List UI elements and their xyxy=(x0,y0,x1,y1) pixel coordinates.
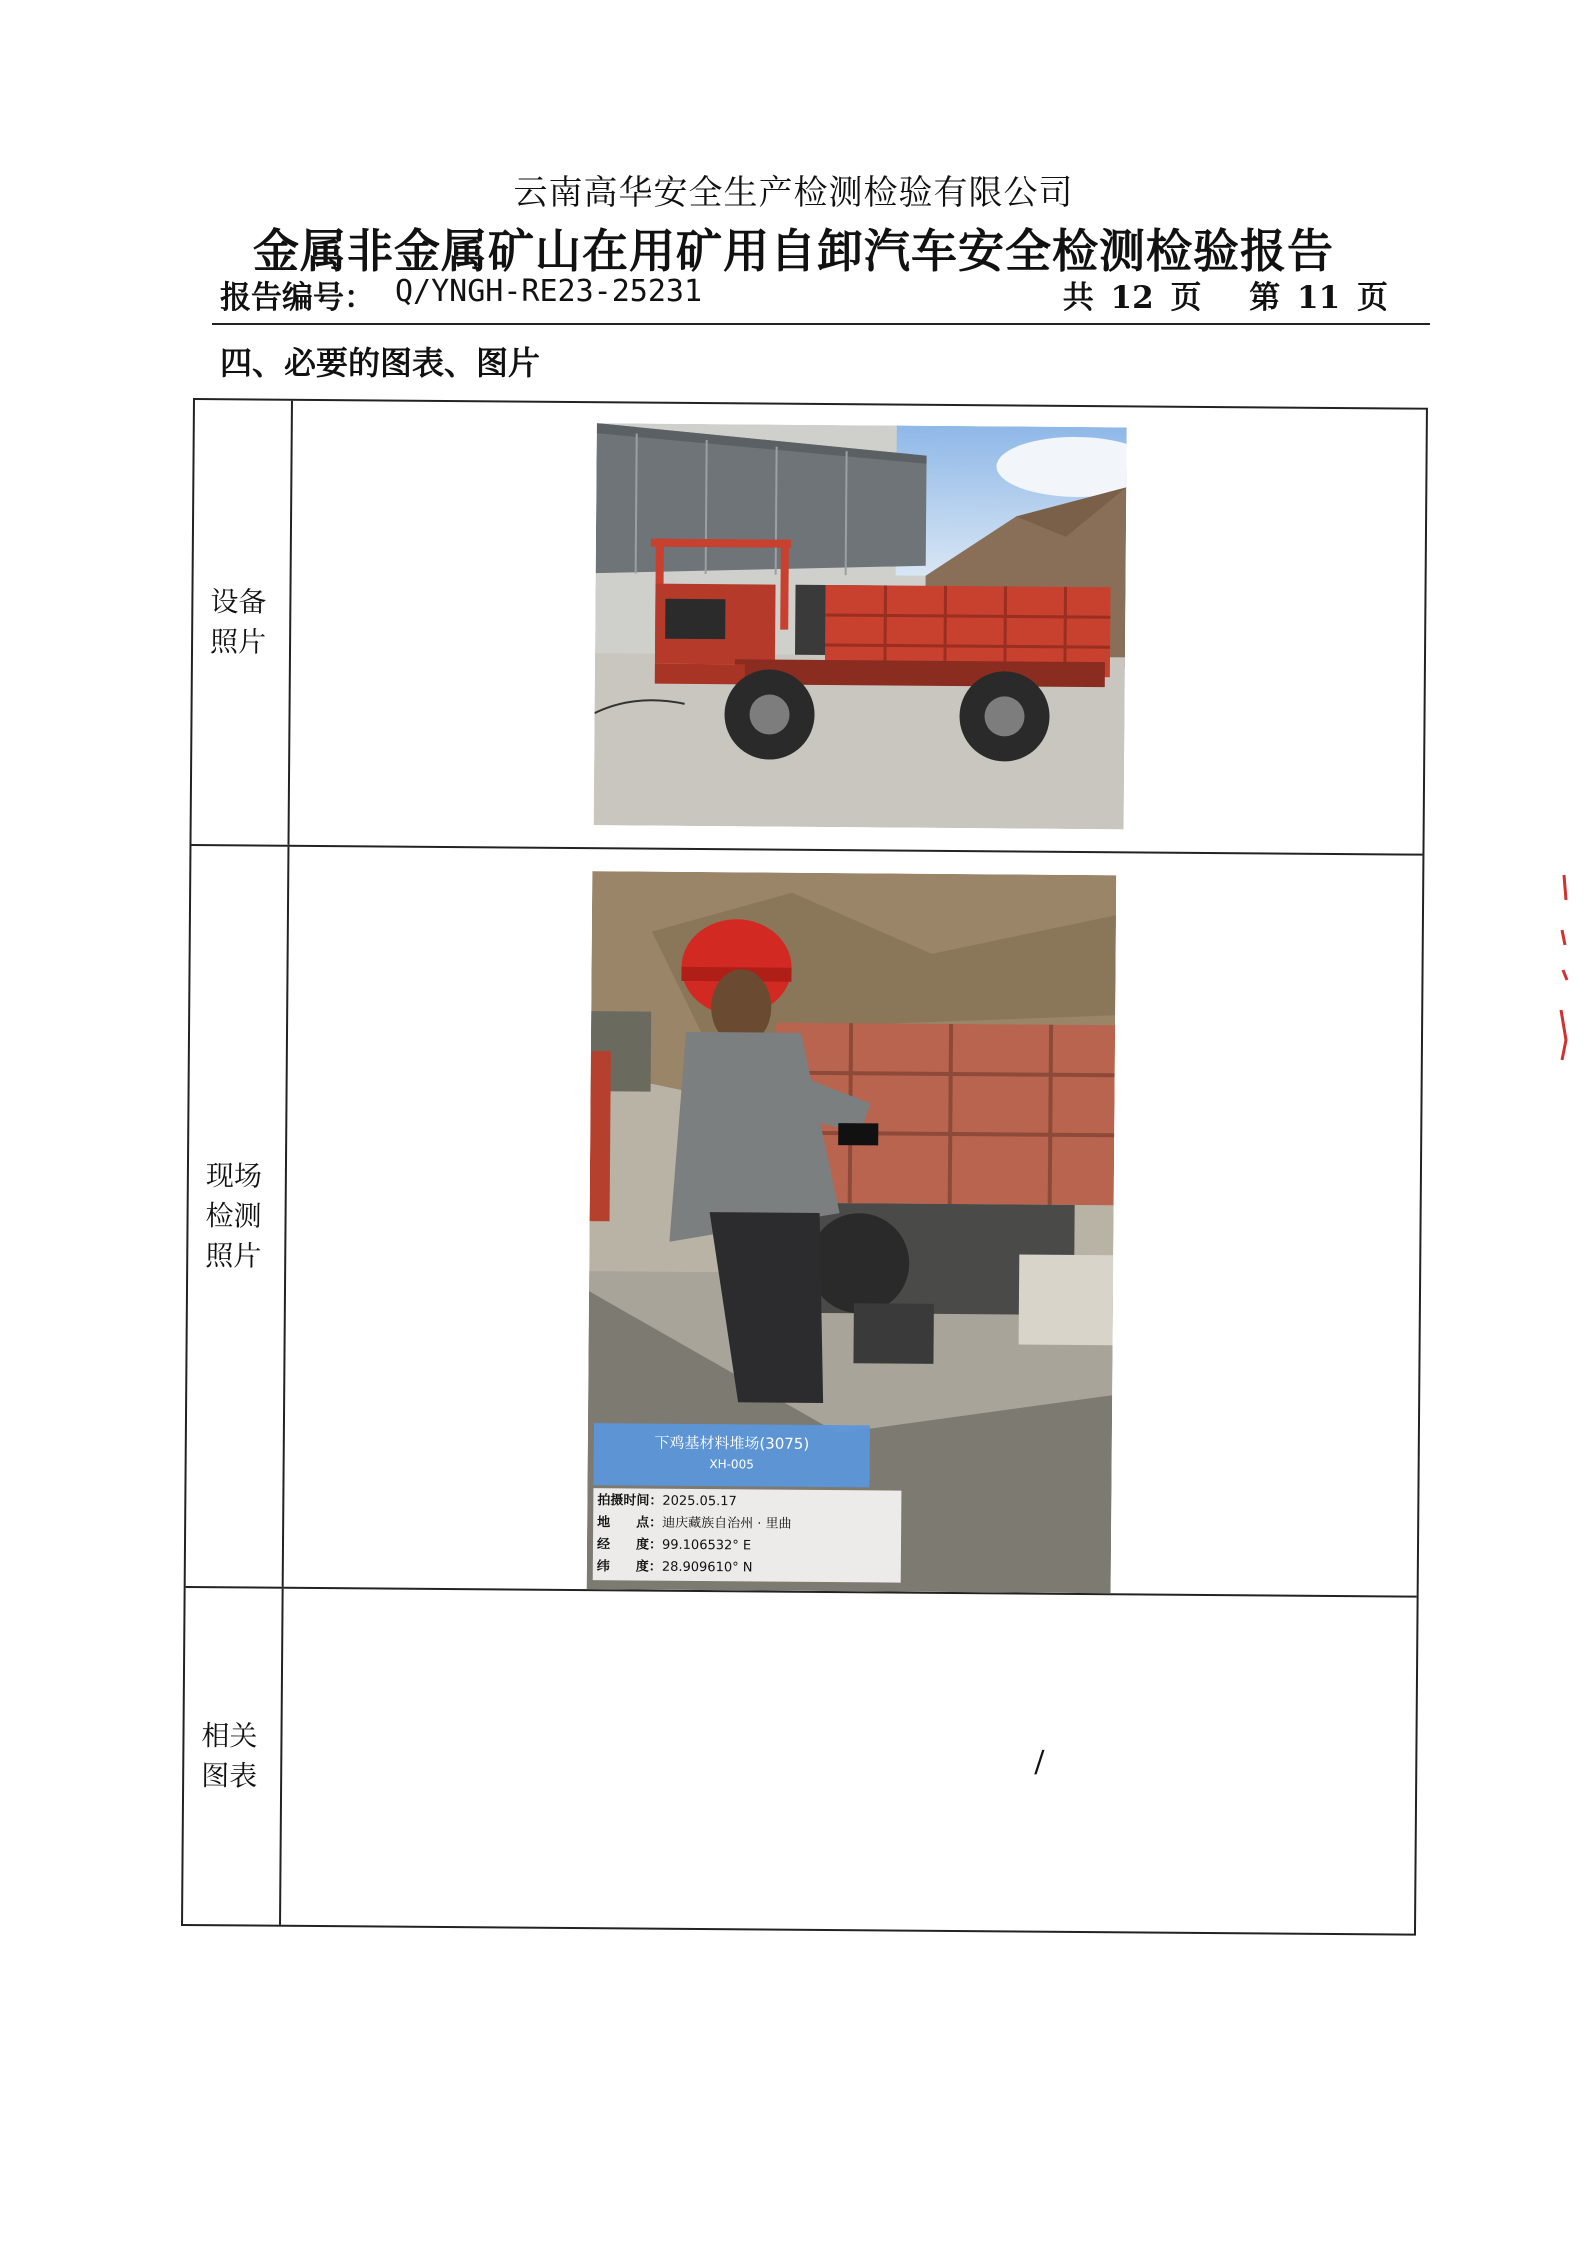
section-title: 四、必要的图表、图片 xyxy=(220,344,541,382)
table-row xyxy=(191,400,1425,856)
location-code: XH-005 xyxy=(709,1457,754,1472)
capture-time: 2025.05.17 xyxy=(662,1493,737,1510)
related-charts-cell xyxy=(281,1589,1417,1934)
row-label xyxy=(186,846,290,1587)
longitude: 99.106532° E xyxy=(661,1537,752,1554)
report-meta xyxy=(220,272,1430,318)
onsite-photo-label: 现场 检测 照片 xyxy=(205,1159,263,1273)
page-count: 共 12 页 第 11 页 xyxy=(1062,280,1388,316)
photo-metadata xyxy=(593,1488,902,1582)
table-row xyxy=(186,846,1423,1598)
table-row xyxy=(183,1588,1417,1934)
figures-table xyxy=(181,398,1428,1936)
report-no-label: 报告编号： xyxy=(220,280,375,316)
related-charts-label: 相关 图表 xyxy=(201,1719,258,1793)
report-title: 金属非金属矿山在用矿用自卸汽车安全检测检验报告 xyxy=(253,224,1334,278)
company-name: 云南高华安全生产检测检验有限公司 xyxy=(513,173,1074,213)
report-no: Q/YNGH-RE23-25231 xyxy=(395,274,703,309)
capture-place: 迪庆藏族自治州 · 里曲 xyxy=(662,1515,792,1532)
seal-stamp-edge xyxy=(1558,870,1572,1070)
lat-label: 纬 度： xyxy=(596,1559,662,1575)
empty-placeholder: / xyxy=(1034,1744,1045,1780)
location-name: 下鸡基材料堆场(3075) xyxy=(654,1433,810,1453)
latitude: 28.909610° N xyxy=(661,1559,753,1576)
time-label: 拍摄时间： xyxy=(597,1493,663,1509)
equipment-photo xyxy=(594,423,1127,829)
equipment-photo-label: 设备 照片 xyxy=(209,585,267,659)
equipment-photo-cell xyxy=(289,401,1425,854)
row-label xyxy=(183,1588,284,1925)
onsite-inspection-photo xyxy=(587,871,1117,1593)
header-divider xyxy=(212,323,1430,325)
photo-location-tag xyxy=(593,1423,869,1487)
row-label xyxy=(191,400,292,845)
onsite-photo-cell xyxy=(284,847,1423,1596)
lon-label: 经 度： xyxy=(596,1537,663,1553)
place-label: 地 点： xyxy=(597,1515,663,1531)
